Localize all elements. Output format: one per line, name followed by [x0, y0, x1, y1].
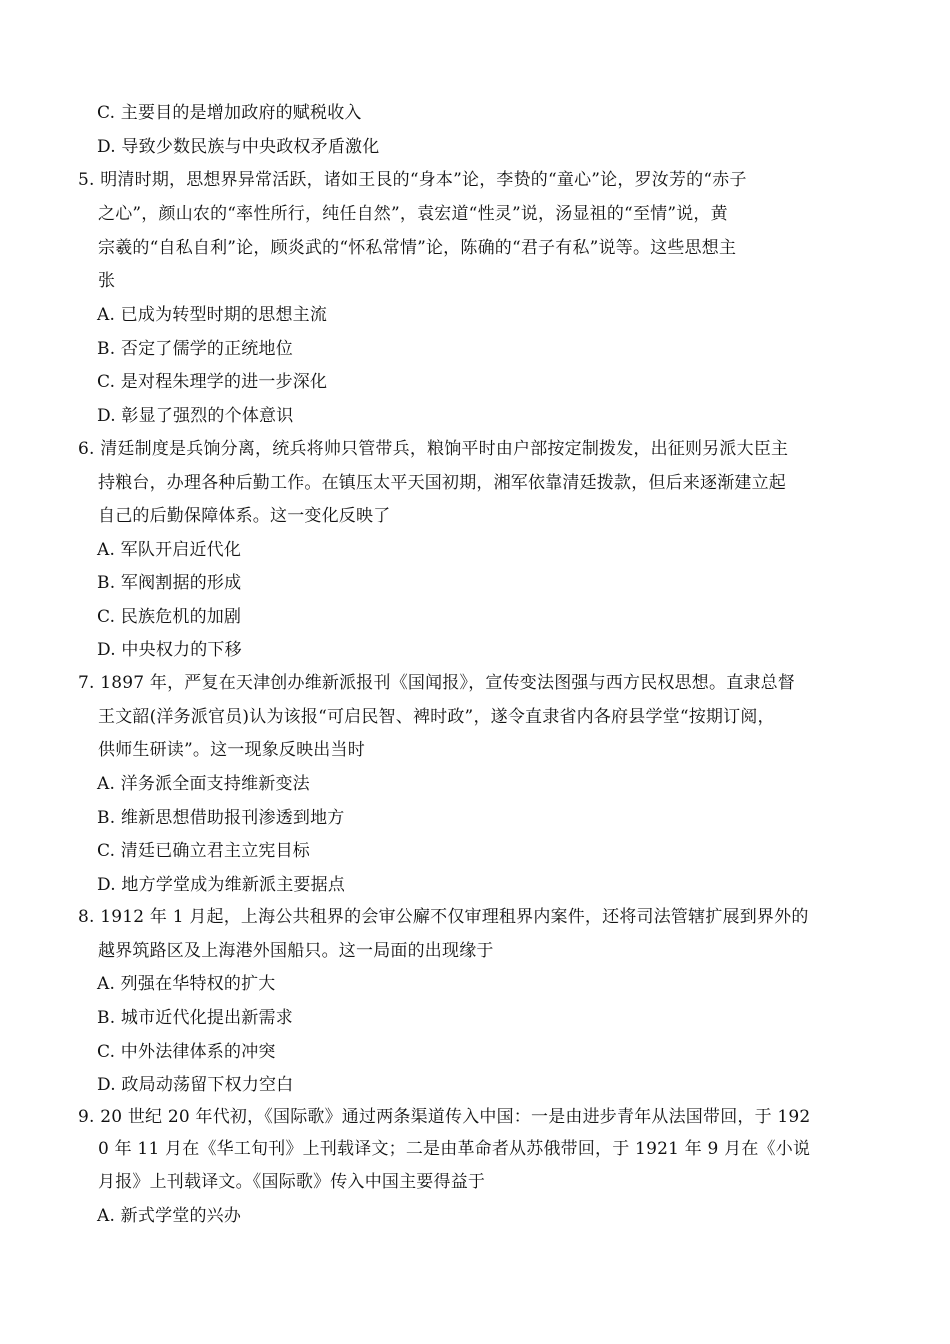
- q8-option-c: C. 中外法律体系的冲突: [97, 1042, 276, 1062]
- q9-stem-line-2: 0 年 11 月在《华工旬刊》上刊载译文；二是由革命者从苏俄带回，于 1921 年 9 月在《小说: [98, 1139, 811, 1159]
- q8-stem-line-2: 越界筑路区及上海港外国船只。这一局面的出现缘于: [98, 941, 494, 961]
- q8-option-d: D. 政局动荡留下权力空白: [97, 1075, 294, 1095]
- q5-stem-line-3: 宗羲的“自私自利”论，顾炎武的“怀私常情”论，陈确的“君子有私”说等。这些思想主: [98, 238, 737, 258]
- q7-option-c: C. 清廷已确立君主立宪目标: [97, 841, 311, 861]
- q6-option-d: D. 中央权力的下移: [97, 640, 242, 660]
- q8-option-a: A. 列强在华特权的扩大: [97, 974, 276, 994]
- q8-stem-line-1: 8. 1912 年 1 月起，上海公共租界的会审公廨不仅审理租界内案件，还将司法管辖扩展到界外的: [78, 907, 809, 927]
- q7-option-b: B. 维新思想借助报刊渗透到地方: [97, 808, 345, 828]
- q5-stem-line-4: 张: [98, 271, 116, 291]
- q6-option-c: C. 民族危机的加剧: [97, 607, 242, 627]
- q5-option-c: C. 是对程朱理学的进一步深化: [97, 372, 328, 392]
- q6-option-b: B. 军阀割据的形成: [97, 573, 242, 593]
- q9-stem-line-3: 月报》上刊载译文。《国际歌》传入中国主要得益于: [98, 1172, 486, 1192]
- q5-option-b: B. 否定了儒学的正统地位: [97, 339, 293, 359]
- q6-stem-line-2: 持粮台，办理各种后勤工作。在镇压太平天国初期，湘军依靠清廷拨款，但后来逐渐建立起: [98, 473, 786, 493]
- q7-stem-line-3: 供师生研读”。这一现象反映出当时: [98, 740, 365, 760]
- q6-stem-line-3: 自己的后勤保障体系。这一变化反映了: [98, 506, 391, 526]
- q6-stem-line-1: 6. 清廷制度是兵饷分离，统兵将帅只管带兵，粮饷平时由户部按定制拨发，出征则另派大臣主: [78, 439, 789, 459]
- q9-stem-line-1: 9. 20 世纪 20 年代初，《国际歌》通过两条渠道传入中国：一是由进步青年从法国带回，于 192: [78, 1107, 811, 1127]
- q7-option-a: A. 洋务派全面支持维新变法: [97, 774, 310, 794]
- q7-stem-line-1: 7. 1897 年，严复在天津创办维新派报刊《国闻报》，宣传变法图强与西方民权思想。直隶总督: [78, 673, 795, 693]
- q9-option-a: A. 新式学堂的兴办: [97, 1206, 242, 1226]
- q6-option-a: A. 军队开启近代化: [97, 540, 242, 560]
- q7-stem-line-2: 王文韶(洋务派官员)认为该报“可启民智、裨时政”，遂令直隶省内各府县学堂“按期订阅，: [98, 707, 775, 727]
- q5-option-d: D. 彰显了强烈的个体意识: [97, 406, 294, 426]
- q5-option-a: A. 已成为转型时期的思想主流: [97, 305, 328, 325]
- q5-stem-line-2: 之心”，颜山农的“率性所行，纯任自然”，袁宏道“性灵”说，汤显祖的“至情”说，黄: [98, 204, 728, 224]
- q5-stem-line-1: 5. 明清时期，思想界异常活跃，诸如王艮的“身本”论，李贽的“童心”论，罗汝芳的“赤子: [78, 170, 747, 190]
- q7-option-d: D. 地方学堂成为维新派主要据点: [97, 875, 346, 895]
- q4-option-c: C. 主要目的是增加政府的赋税收入: [97, 103, 362, 123]
- q8-option-b: B. 城市近代化提出新需求: [97, 1008, 293, 1028]
- q4-option-d: D. 导致少数民族与中央政权矛盾激化: [97, 137, 380, 157]
